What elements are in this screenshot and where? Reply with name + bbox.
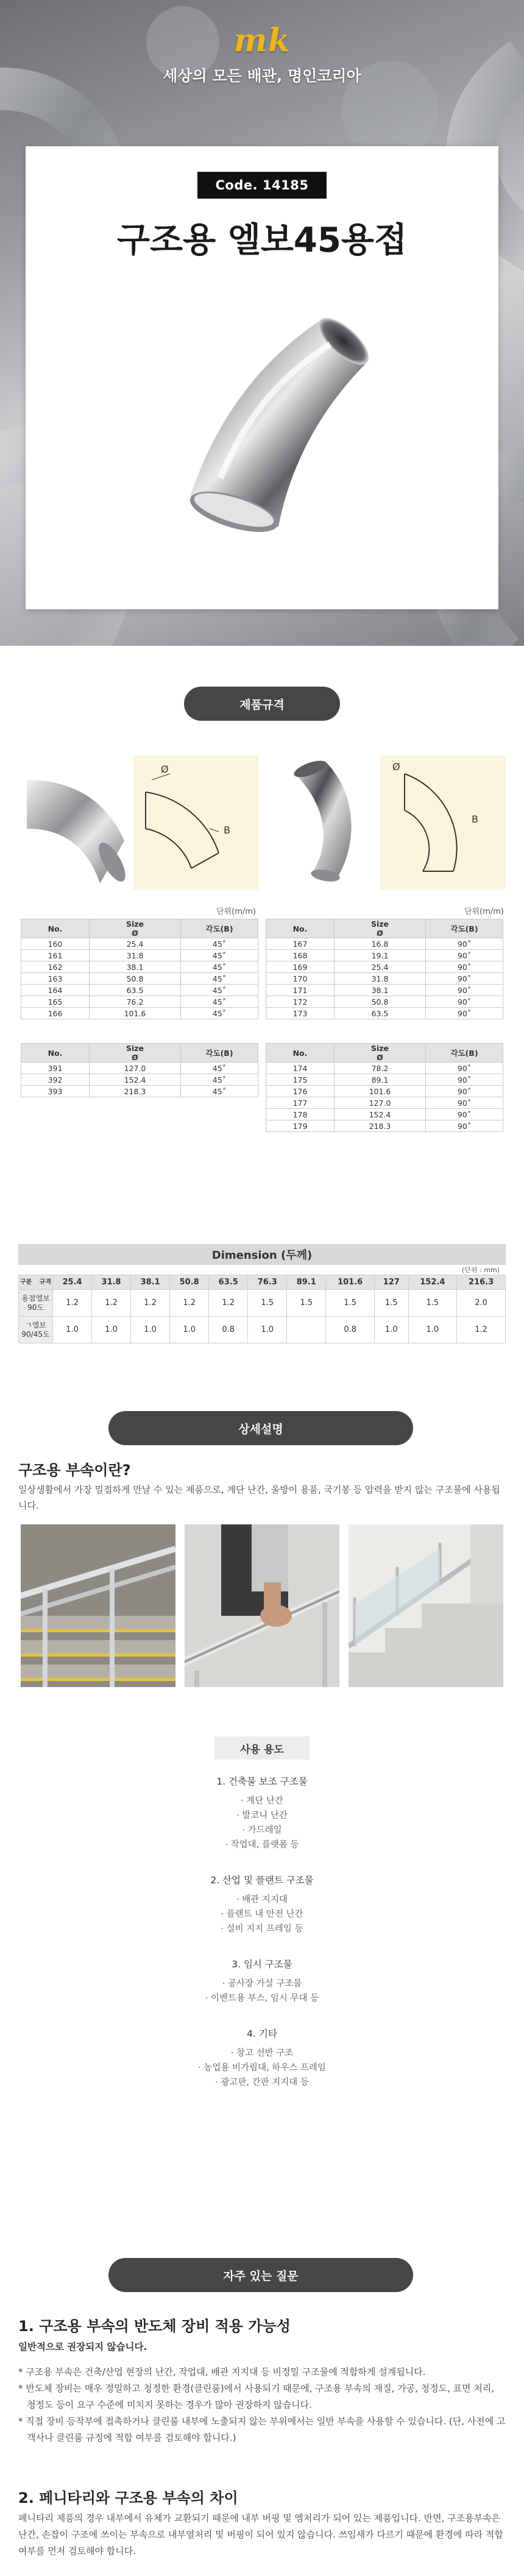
dimension-header: Dimension (두께) [18, 1244, 506, 1265]
table-row [266, 1063, 503, 1074]
detail-heading: 구조용 부속이란? [18, 1462, 131, 1479]
table-row [266, 996, 503, 1008]
dimension-cell: 1.2 [209, 1290, 248, 1317]
dimension-size-header: 127 [375, 1275, 409, 1290]
cell-size: 31.8 [90, 950, 181, 961]
dimension-size-header: 101.6 [326, 1275, 375, 1290]
cell-no: 166 [21, 1008, 90, 1019]
usage-category: 4. 기타 [247, 2028, 277, 2039]
elbow-90-diagram [380, 755, 506, 890]
table-row [266, 973, 503, 985]
cell-angle: 90˚ [426, 1097, 503, 1109]
faq-q1-bullet-1: * 구조용 부속은 건축/산업 현장의 난간, 작업대, 배관 지지대 등 비정밀 구조물에 적합하게 설계됩니다. [18, 2366, 426, 2377]
cell-no: 160 [21, 938, 90, 950]
usage-item: · 창고 선반 구조 [230, 2048, 294, 2058]
table-row [266, 1109, 503, 1120]
dimension-row-label: ㄱ엘보 90/45도 [19, 1317, 53, 1343]
usage-list [0, 1774, 524, 2111]
dimension-cell: 1.0 [375, 1317, 409, 1343]
dimension-cell: 1.0 [92, 1317, 131, 1343]
faq-section-header: 자주 있는 질문 [108, 2258, 413, 2292]
b-label-90: B [472, 813, 478, 825]
usage-group [0, 1774, 524, 1852]
cell-no: 161 [21, 950, 90, 961]
product-card [26, 146, 498, 609]
cell-size: 31.8 [335, 973, 426, 985]
brand-header [0, 22, 524, 86]
dimension-cell: 1.0 [131, 1317, 170, 1343]
spec-table-45-a [21, 919, 258, 1019]
usage-item: · 설비 지지 프레임 등 [221, 1924, 303, 1934]
product-code-badge: Code. 14185 [197, 172, 327, 199]
cell-size: 89.1 [335, 1074, 426, 1086]
cell-angle: 45˚ [181, 938, 258, 950]
usage-category: 3. 임시 구조물 [232, 1959, 292, 1970]
cell-size: 63.5 [335, 1008, 426, 1019]
faq-q2-title: 2. 페니타리와 구조용 부속의 차이 [18, 2489, 238, 2507]
cell-angle: 45˚ [181, 985, 258, 996]
table-row [266, 1074, 503, 1086]
cell-no: 163 [21, 973, 90, 985]
dimension-cell: 0.8 [209, 1317, 248, 1343]
dimension-cell: 1.2 [131, 1290, 170, 1317]
cell-angle: 90˚ [426, 1074, 503, 1086]
spec-section-header: 제품규격 [184, 687, 340, 721]
dimension-size-header: 50.8 [170, 1275, 209, 1290]
spec-table-90-b [266, 1043, 503, 1132]
dimension-size-header: 25.4 [53, 1275, 92, 1290]
table-row [21, 950, 258, 961]
elbow-45-photo [21, 755, 127, 890]
cell-no: 178 [266, 1109, 335, 1120]
b-label: B [224, 824, 230, 836]
usage-title: 사용 용도 [214, 1736, 310, 1760]
col-angle: 각도(B) [181, 1044, 258, 1063]
col-size: Size Ø [90, 919, 181, 938]
phi-label: Ø [161, 763, 169, 775]
cell-angle: 90˚ [426, 950, 503, 961]
faq-q2-answer: 페니타리 제품의 경우 내부에서 유체가 교환되기 때문에 내부 버핑 및 엠처리가 되어 있는 제품입니다. 반면, 구조용부속은 난간, 손잡이 구조에 쓰이는 부속으로 내부열처리 및 버핑이 되어 있지 않습니다. 쓰임새가 다르기 때문에 환경에 따라 적합 여부를 먼저 검토해야 합니다. [18, 2513, 503, 2557]
cell-angle: 45˚ [181, 1086, 258, 1097]
col-size: Size Ø [90, 1044, 181, 1063]
cell-size: 152.4 [335, 1109, 426, 1120]
cell-no: 167 [266, 938, 335, 950]
cell-size: 76.2 [90, 996, 181, 1008]
table-row [19, 1290, 506, 1317]
table-row [266, 950, 503, 961]
usage-category: 2. 산업 및 플랜트 구조물 [210, 1875, 314, 1886]
dimension-cell: 1.0 [408, 1317, 457, 1343]
cell-size: 101.6 [335, 1086, 426, 1097]
detail-paragraph: 일상생활에서 가장 밀접하게 만날 수 있는 제품으로, 계단 난간, 울방이 용품, 국기봉 등 압력을 받지 않는 구조물에 사용됩니다. [18, 1484, 500, 1511]
brand-slogan: 세상의 모든 배관, 명인코리아 [163, 67, 361, 85]
cell-no: 170 [266, 973, 335, 985]
cell-size: 25.4 [90, 938, 181, 950]
cell-no: 173 [266, 1008, 335, 1019]
cell-size: 19.1 [335, 950, 426, 961]
table-row [21, 985, 258, 996]
dimension-size-header: 89.1 [287, 1275, 326, 1290]
dimension-size-header: 38.1 [131, 1275, 170, 1290]
dimension-cell: 1.2 [53, 1290, 92, 1317]
cell-size: 25.4 [335, 961, 426, 973]
usage-group [0, 2026, 524, 2090]
cell-angle: 90˚ [426, 1063, 503, 1074]
cell-size: 78.2 [335, 1063, 426, 1074]
cell-size: 38.1 [90, 961, 181, 973]
table-row [21, 1086, 258, 1097]
elbow-45-product-image [147, 295, 385, 551]
usage-category: 1. 건축물 보조 구조물 [216, 1776, 308, 1787]
cell-size: 50.8 [90, 973, 181, 985]
cell-size: 127.0 [90, 1063, 181, 1074]
cell-angle: 45˚ [181, 961, 258, 973]
faq-q1-bullet-2: * 반도체 장비는 매우 정밀하고 청정한 환경(클린룸)에서 사용되기 때문에, 구조용 부속의 재질, 가공, 청정도, 표면 처리, 청정도 등이 요구 수준에 미치지 못하는 경우가 많아 권장하지 않습니다. [18, 2383, 495, 2410]
table-row [266, 1086, 503, 1097]
dimension-cell: 1.2 [457, 1317, 506, 1343]
col-no: No. [21, 919, 90, 938]
col-size: Size Ø [335, 919, 426, 938]
phi-label-90: Ø [392, 761, 400, 773]
usage-item: · 플랜트 내 안전 난간 [221, 1909, 303, 1919]
dimension-cell: 1.2 [92, 1290, 131, 1317]
cell-angle: 45˚ [181, 950, 258, 961]
spec-table-90-a [266, 919, 503, 1019]
cell-no: 175 [266, 1074, 335, 1086]
cell-no: 174 [266, 1063, 335, 1074]
dimension-cell: 1.5 [375, 1290, 409, 1317]
col-angle: 각도(B) [181, 919, 258, 938]
cell-no: 162 [21, 961, 90, 973]
table-row [21, 938, 258, 950]
cell-angle: 90˚ [426, 1086, 503, 1097]
usage-item: · 가드레일 [242, 1825, 282, 1835]
faq-q1-title: 1. 구조용 부속의 반도체 장비 적용 가능성 [18, 2318, 291, 2335]
cell-angle: 90˚ [426, 1120, 503, 1132]
col-no: No. [266, 1044, 335, 1063]
cell-angle: 90˚ [426, 985, 503, 996]
cell-angle: 45˚ [181, 1063, 258, 1074]
hero-section [0, 0, 524, 646]
cell-size: 16.8 [335, 938, 426, 950]
col-no: No. [266, 919, 335, 938]
table-row [21, 996, 258, 1008]
usage-item: · 계단 난간 [241, 1796, 283, 1806]
table-row [21, 1074, 258, 1086]
dimension-cell: 1.0 [170, 1317, 209, 1343]
usage-item: · 배관 지지대 [236, 1895, 288, 1905]
cell-angle: 90˚ [426, 1008, 503, 1019]
cell-size: 218.3 [90, 1086, 181, 1097]
cell-size: 101.6 [90, 1008, 181, 1019]
cell-no: 391 [21, 1063, 90, 1074]
cell-angle: 90˚ [426, 938, 503, 950]
cell-angle: 90˚ [426, 996, 503, 1008]
col-angle: 각도(B) [426, 1044, 503, 1063]
cell-no: 176 [266, 1086, 335, 1097]
elbow-90-photo [277, 755, 368, 890]
unit-label-right: 단위(m/m) [464, 907, 504, 916]
dimension-cell: 1.5 [326, 1290, 375, 1317]
cell-no: 169 [266, 961, 335, 973]
dimension-row-label: 용접엘보 90도 [19, 1290, 53, 1317]
table-row [21, 973, 258, 985]
stair-handrail-photo [21, 1524, 175, 1687]
dimension-size-header: 152.4 [408, 1275, 457, 1290]
col-angle: 각도(B) [426, 919, 503, 938]
spec-figures [21, 755, 506, 896]
dimension-cell: 0.8 [326, 1317, 375, 1343]
faq-q1-answer: 일반적으로 권장되지 않습니다. [18, 2341, 147, 2352]
table-row [19, 1317, 506, 1343]
faq-q1-bullet-3: * 직접 장비 등작부에 접촉하거나 클린룸 내부에 노출되지 않는 부위에서는 일반 부속을 사용할 수 있습니다. (단, 사전에 고객사나 클린룸 규정에 적합 여부를 검토해야 합니다.) [18, 2416, 506, 2443]
faq-q1-bullets [18, 2364, 506, 2446]
dimension-table [18, 1275, 506, 1343]
table-row [266, 938, 503, 950]
cell-size: 38.1 [335, 985, 426, 996]
cell-no: 164 [21, 985, 90, 996]
dimension-cell [287, 1317, 326, 1343]
cell-size: 63.5 [90, 985, 181, 996]
table-row [21, 1063, 258, 1074]
table-row [266, 985, 503, 996]
table-row [21, 961, 258, 973]
dimension-cell: 2.0 [457, 1290, 506, 1317]
spec-table-45-b [21, 1043, 258, 1097]
unit-label-left: 단위(m/m) [216, 907, 256, 916]
table-row [266, 1097, 503, 1109]
dimension-cell: 1.5 [287, 1290, 326, 1317]
table-row [21, 1008, 258, 1019]
table-row [266, 1120, 503, 1132]
dimension-size-header: 216.3 [457, 1275, 506, 1290]
detail-section-header: 상세설명 [108, 1411, 413, 1445]
usage-group [0, 1873, 524, 1936]
company-logo: mk [233, 22, 291, 59]
dimension-cell: 1.2 [170, 1290, 209, 1317]
cell-angle: 90˚ [426, 961, 503, 973]
dimension-cell: 1.0 [53, 1317, 92, 1343]
dimension-size-header: 63.5 [209, 1275, 248, 1290]
cell-no: 165 [21, 996, 90, 1008]
cell-no: 177 [266, 1097, 335, 1109]
dimension-size-header: 76.3 [248, 1275, 287, 1290]
cell-angle: 90˚ [426, 1109, 503, 1120]
cell-size: 218.3 [335, 1120, 426, 1132]
cell-size: 127.0 [335, 1097, 426, 1109]
cell-angle: 90˚ [426, 973, 503, 985]
usage-group [0, 1957, 524, 2006]
cell-no: 179 [266, 1120, 335, 1132]
glass-railing-stairs-photo [349, 1524, 503, 1687]
dimension-cell: 1.0 [248, 1317, 287, 1343]
usage-item: · 공사장 가설 구조물 [222, 1979, 302, 1989]
usage-item: · 광고판, 간판 지지대 등 [215, 2078, 309, 2087]
usage-item: · 이벤트용 부스, 임시 무대 등 [205, 1994, 319, 2003]
cell-no: 171 [266, 985, 335, 996]
cell-size: 152.4 [90, 1074, 181, 1086]
elbow-45-diagram [133, 755, 258, 890]
table-row [266, 961, 503, 973]
dimension-size-header: 31.8 [92, 1275, 131, 1290]
cell-angle: 45˚ [181, 1074, 258, 1086]
col-size: Size Ø [335, 1044, 426, 1063]
dimension-cell: 1.5 [248, 1290, 287, 1317]
usage-item: · 작업대, 플랫폼 등 [225, 1840, 299, 1850]
col-no: No. [21, 1044, 90, 1063]
cell-size: 50.8 [335, 996, 426, 1008]
cell-angle: 45˚ [181, 973, 258, 985]
cell-no: 172 [266, 996, 335, 1008]
cell-no: 168 [266, 950, 335, 961]
dimension-corner-cell: 구분 규격 [19, 1275, 53, 1290]
product-title: 구조용 엘보45용접 [116, 221, 408, 260]
usage-item: · 발코니 난간 [236, 1811, 288, 1821]
cell-angle: 45˚ [181, 996, 258, 1008]
usage-item: · 농업용 비가림대, 하우스 프레임 [198, 2063, 326, 2073]
cell-no: 393 [21, 1086, 90, 1097]
table-row [266, 1008, 503, 1019]
hand-on-rail-photo [185, 1524, 339, 1687]
dimension-unit: (단위 : mm) [462, 1266, 500, 1274]
cell-angle: 45˚ [181, 1008, 258, 1019]
cell-no: 392 [21, 1074, 90, 1086]
dimension-cell: 1.5 [408, 1290, 457, 1317]
